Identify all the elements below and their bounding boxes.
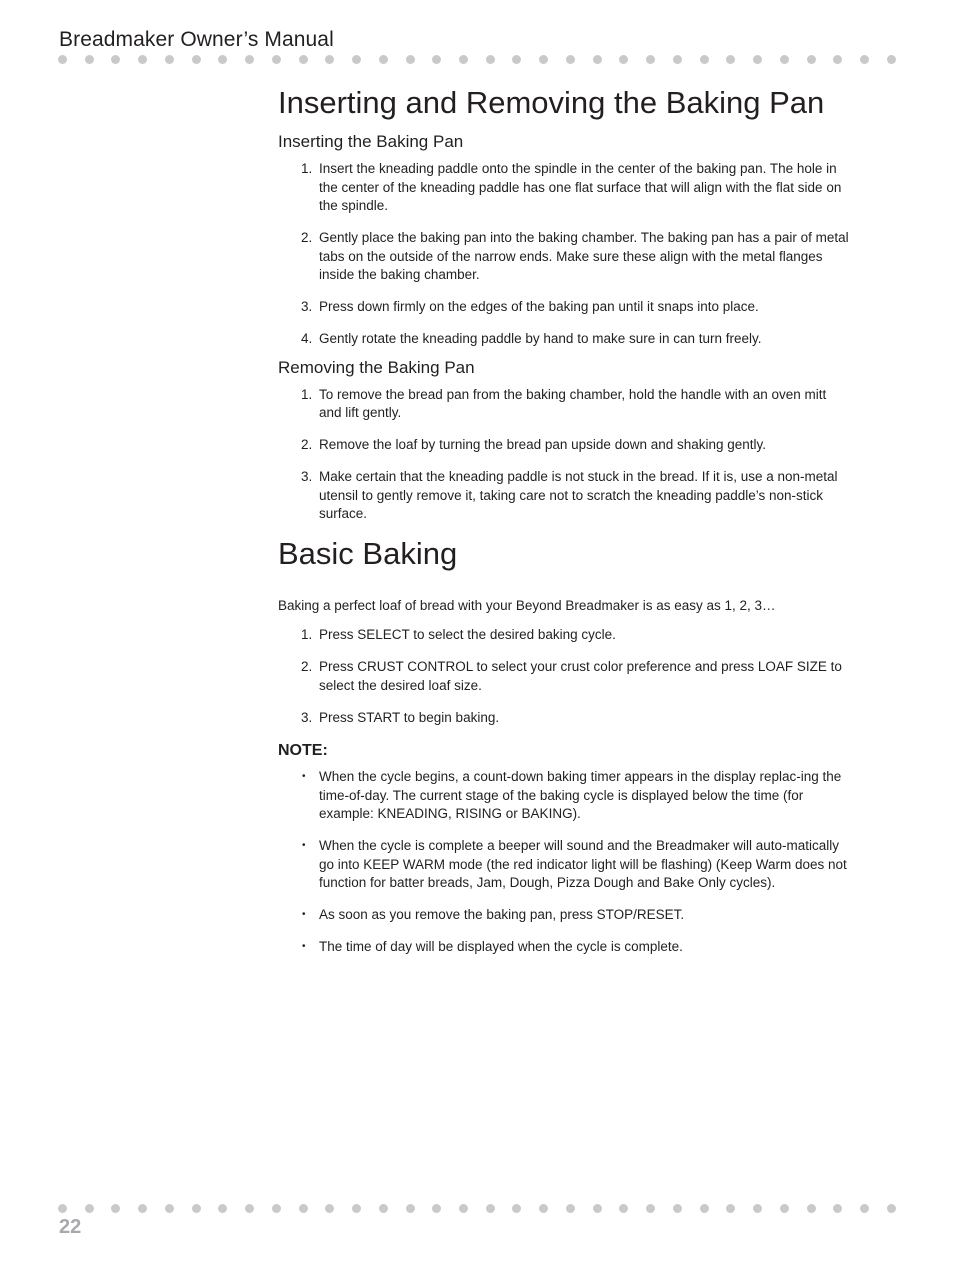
divider-dot [539,55,548,64]
basic-baking-steps-list [278,626,852,727]
list-item-text: Make certain that the kneading paddle is not stuck in the bread. If it is, use a non-metal utensil to gently remove it, taking care not to scratch the kneading paddle’s non-stick surface. [319,469,838,521]
divider-dot [325,1204,334,1213]
divider-dot [379,1204,388,1213]
divider-dot [272,1204,281,1213]
divider-dot [887,55,896,64]
subheading-removing: Removing the Baking Pan [278,357,475,377]
divider-dot [486,55,495,64]
divider-dot [780,1204,789,1213]
section-title-basic-baking: Basic Baking [278,535,458,571]
divider-dot [753,55,762,64]
divider-dot [245,1204,254,1213]
divider-dot [780,55,789,64]
note-heading: NOTE: [278,742,328,759]
divider-dot [512,55,521,64]
list-item-text: Remove the loaf by turning the bread pan upside down and shaking gently. [319,437,767,452]
bullet-icon: • [302,941,306,952]
list-number: 2. [301,230,313,245]
list-item-text: When the cycle is complete a beeper will sound and the Breadmaker will auto-matically go into KEEP WARM mode (the red indicator light will be flashing) (Keep Warm does not function for batter breads, Jam, Dough, Pizza Dough and Bake Only cycles). [319,838,847,890]
divider-dot [111,1204,120,1213]
divider-dot [753,1204,762,1213]
list-number: 1. [301,386,313,402]
list-item-text: When the cycle begins, a count-down baking timer appears in the display replac-ing the time-of-day. The current stage of the baking cycle is displayed below the time (for example: KNEADING, RISING or BAKING). [319,769,842,821]
divider-dot [593,55,602,64]
divider-dot [860,55,869,64]
divider-dot [299,1204,308,1213]
divider-dot [432,1204,441,1213]
divider-dot [111,55,120,64]
divider-dot [619,55,628,64]
list-item [278,768,852,824]
list-item [278,626,852,645]
divider-dot [673,55,682,64]
list-item-text: The time of day will be displayed when the cycle is complete. [319,939,683,954]
divider-dot [272,55,281,64]
bullet-icon: • [302,771,306,782]
list-item-text: To remove the bread pan from the baking chamber, hold the handle with an oven mitt and lift gently. [319,386,827,420]
list-item [278,298,852,317]
list-item-text: Press SELECT to select the desired baking cycle. [319,627,616,642]
divider-dot [138,1204,147,1213]
list-item [278,837,852,893]
list-item-text: As soon as you remove the baking pan, press STOP/RESET. [319,907,685,922]
divider-dot [352,55,361,64]
manual-title: Breadmaker Owner’s Manual [59,28,334,51]
divider-dot [299,55,308,64]
divider-dot [432,55,441,64]
divider-dot [192,55,201,64]
list-item [278,160,852,216]
divider-dot [673,1204,682,1213]
divider-dot [833,1204,842,1213]
list-item [278,386,852,423]
divider-dot [726,1204,735,1213]
divider-dot [619,1204,628,1213]
divider-dot [192,1204,201,1213]
divider-dot [58,1204,67,1213]
divider-dot [593,1204,602,1213]
divider-dot [218,1204,227,1213]
divider-dot [245,55,254,64]
bullet-icon: • [302,840,306,851]
divider-dot [165,1204,174,1213]
list-item [278,906,852,925]
list-item-text: Press down firmly on the edges of the baking pan until it snaps into place. [319,299,759,314]
divider-dot [646,55,655,64]
list-number: 1. [301,627,313,642]
list-item-text: Gently place the baking pan into the baking chamber. The baking pan has a pair of metal tabs on the outside of the narrow ends. Make sure these align with the metal flanges inside the baking chamber. [319,230,849,282]
subheading-inserting: Inserting the Baking Pan [278,132,464,151]
divider-dot [138,55,147,64]
divider-dot [887,1204,896,1213]
list-item [278,330,852,349]
note-bullet-list [278,768,852,957]
list-item [278,468,852,524]
footer-dot-divider [58,1204,896,1213]
divider-dot [218,55,227,64]
list-item [278,436,852,455]
list-item [278,709,852,728]
divider-dot [566,1204,575,1213]
divider-dot [85,1204,94,1213]
divider-dot [860,1204,869,1213]
divider-dot [325,55,334,64]
divider-dot [58,55,67,64]
page-number: 22 [59,1216,82,1238]
header-dot-divider [58,55,896,64]
list-number: 1. [301,161,313,176]
list-number: 2. [301,437,313,452]
divider-dot [486,1204,495,1213]
divider-dot [459,55,468,64]
section-title-inserting-removing: Inserting and Removing the Baking Pan [278,85,825,120]
list-number: 3. [301,299,313,314]
divider-dot [165,55,174,64]
divider-dot [352,1204,361,1213]
removing-steps-list [278,386,852,524]
divider-dot [807,1204,816,1213]
list-item [278,938,852,957]
list-number: 2. [301,659,313,674]
divider-dot [566,55,575,64]
list-item-text: Gently rotate the kneading paddle by hand to make sure in can turn freely. [319,331,762,346]
list-item [278,658,852,695]
divider-dot [539,1204,548,1213]
divider-dot [726,55,735,64]
divider-dot [646,1204,655,1213]
divider-dot [406,55,415,64]
list-number: 3. [301,469,313,484]
list-number: 3. [301,709,313,725]
basic-baking-intro: Baking a perfect loaf of bread with your Beyond Breadmaker is as easy as 1, 2, 3… [278,597,776,613]
divider-dot [700,55,709,64]
divider-dot [700,1204,709,1213]
divider-dot [512,1204,521,1213]
bullet-icon: • [302,909,306,920]
inserting-steps-list [278,160,852,349]
list-item-text: Insert the kneading paddle onto the spindle in the center of the baking pan. The hole in the center of the kneading paddle has one flat surface that will align with the flat side on the spindle. [319,161,842,213]
list-number: 4. [301,331,313,346]
divider-dot [833,55,842,64]
page-content [278,83,852,957]
divider-dot [807,55,816,64]
list-item [278,229,852,285]
divider-dot [85,55,94,64]
divider-dot [406,1204,415,1213]
divider-dot [459,1204,468,1213]
divider-dot [379,55,388,64]
list-item-text: Press START to begin baking. [319,709,500,725]
list-item-text: Press CRUST CONTROL to select your crust color preference and press LOAF SIZE to select the desired loaf size. [319,659,842,693]
